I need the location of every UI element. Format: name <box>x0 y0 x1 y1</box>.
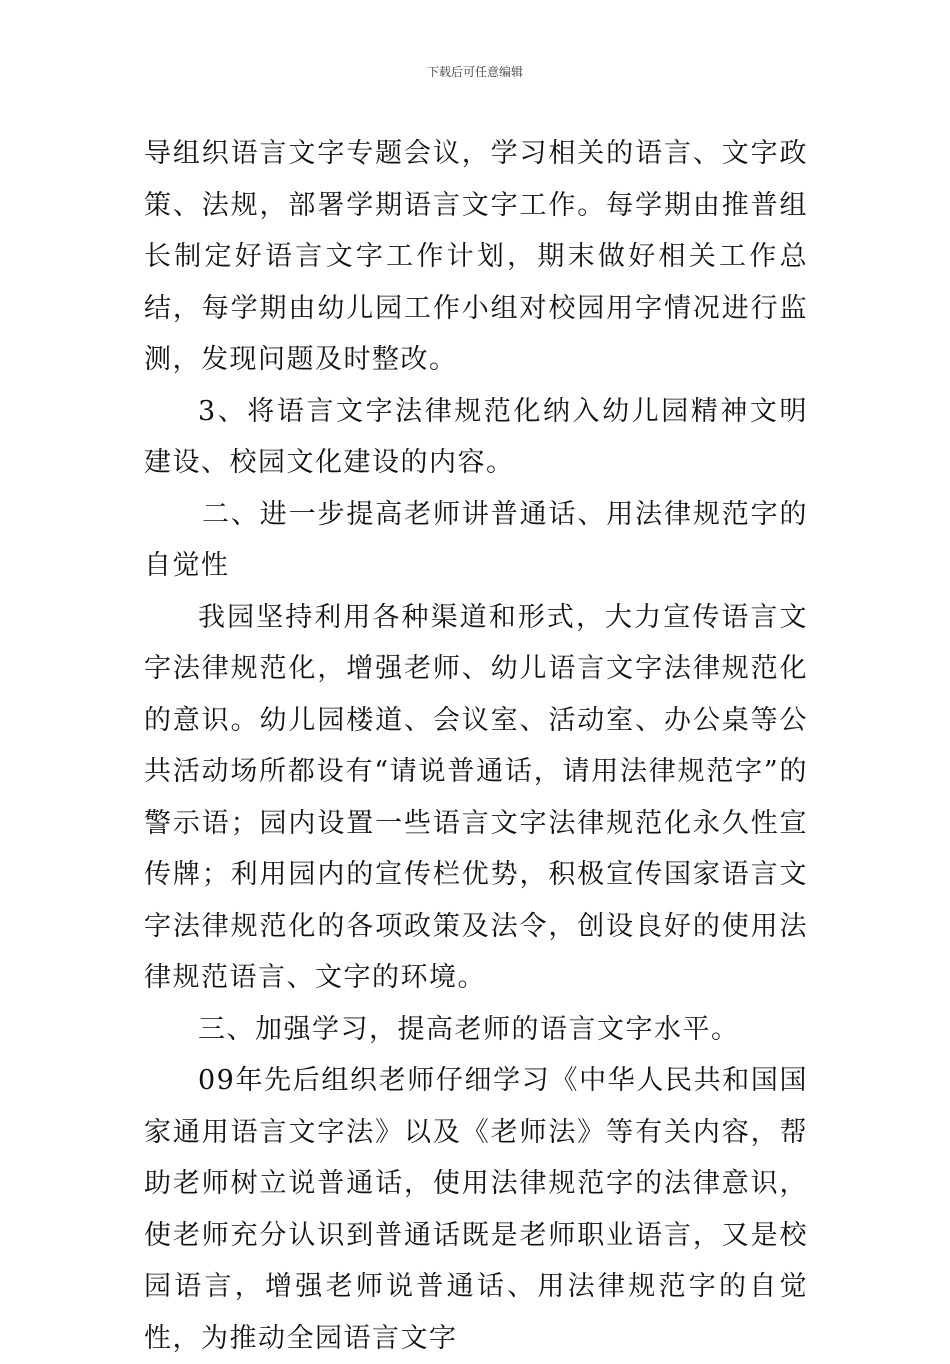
document-body <box>144 128 808 1364</box>
paragraph-study: 09年先后组织老师仔细学习《中华人民共和国国家通用语言文字法》以及《老师法》等有关内容，帮助老师树立说普通话，使用法律规范字的法律意识，使老师充分认识到普通话既是老师职业语言，又是校园语言，增强老师说普通话、用法律规范字的自觉性，为推动全园语言文字 <box>144 1065 808 1354</box>
section-heading-2: 二、进一步提高老师讲普通话、用法律规范字的自觉性 <box>144 498 808 581</box>
paragraph-publicity: 我园坚持利用各种渠道和形式，大力宣传语言文字法律规范化，增强老师、幼儿语言文字法律规范化的意识。幼儿园楼道、会议室、活动室、办公桌等公共活动场所都设有“请说普通话，请用法律规范字”的警示语；园内设置一些语言文字法律规范化永久性宣传牌；利用园内的宣传栏优势，积极宣传国家语言文字法律规范化的各项政策及法令，创设良好的使用法律规范语言、文字的环境。 <box>144 601 808 993</box>
page-header-note: 下载后可任意编辑 <box>426 65 523 79</box>
paragraph-continuation: 导组织语言文字专题会议，学习相关的语言、文字政策、法规，部署学期语言文字工作。每学期由推普组长制定好语言文字工作计划，期末做好相关工作总结，每学期由幼儿园工作小组对校园用字情况进行监测，发现问题及时整改。 <box>144 138 808 375</box>
paragraph-item-3: 3、将语言文字法律规范化纳入幼儿园精神文明建设、校园文化建设的内容。 <box>144 395 808 478</box>
section-heading-3: 三、加强学习，提高老师的语言文字水平。 <box>198 1013 740 1045</box>
